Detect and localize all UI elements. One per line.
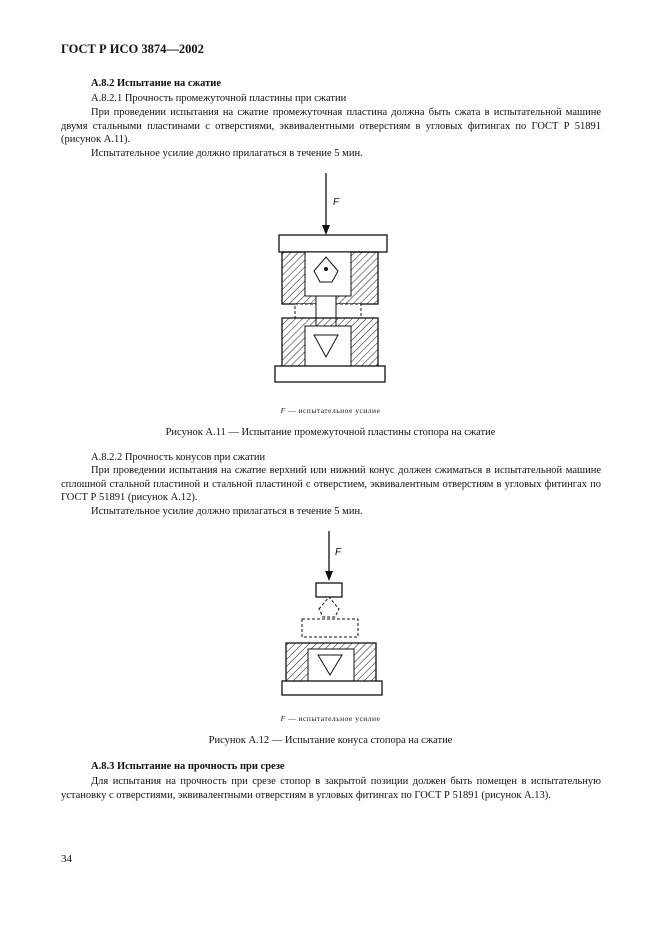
paragraph-a83: Для испытания на прочность при срезе стопор в закрытой позиции должен быть помещен в испытательную установку с отверстиями, эквивалентными отверстиям в угловых фитингах по ГОСТ Р 51891 (рисунок А.13). — [61, 776, 601, 801]
figure-a11-diagram — [265, 165, 395, 387]
force-label: F — [333, 197, 340, 208]
document-header: ГОСТ Р ИСО 3874—2002 — [61, 42, 204, 56]
page-number: 34 — [61, 853, 72, 865]
section-heading-a82: А.8.2 Испытание на сжатие — [91, 78, 221, 89]
paragraph-a821: При проведении испытания на сжатие промежуточная пластина должна быть сжата в испытательной машине двумя стальными пластинами с отверстиями, эквивалентными отверстиям в угловых фитингах по ГОСТ Р 51891 (рисунок А.11). — [61, 107, 601, 145]
duration-a821: Испытательное усилие должно прилагаться в течение 5 мин. — [91, 148, 363, 159]
subsection-title-a821: А.8.2.1 Прочность промежуточной пластины при сжатии — [91, 93, 347, 104]
top-plate — [279, 235, 387, 252]
force-label: F — [335, 547, 342, 558]
section-heading-a83: А.8.3 Испытание на прочность при срезе — [91, 761, 285, 772]
duration-a822: Испытательное усилие должно прилагаться в течение 5 мин. — [91, 506, 363, 517]
figure-a11-legend: F — испытательное усилие — [280, 406, 381, 415]
figure-a12-caption: Рисунок А.12 — Испытание конуса стопора на сжатие — [208, 735, 453, 746]
paragraph-a822: При проведении испытания на сжатие верхний или нижний конус должен сжиматься в испытательной машине сплошной стальной пластиной и стальной пластиной с отверстием, эквивалентным отверстиям в угловых фитингах по ГОСТ Р 51891 (рисунок А.12). — [61, 465, 601, 503]
figure-a12-diagram — [272, 525, 392, 700]
figure-a12-legend: F — испытательное усилие — [280, 714, 381, 723]
bottom-plate — [275, 366, 385, 382]
subsection-title-a822: А.8.2.2 Прочность конусов при сжатии — [91, 452, 266, 463]
figure-a11-caption: Рисунок А.11 — Испытание промежуточной пластины стопора на сжатие — [165, 427, 496, 438]
